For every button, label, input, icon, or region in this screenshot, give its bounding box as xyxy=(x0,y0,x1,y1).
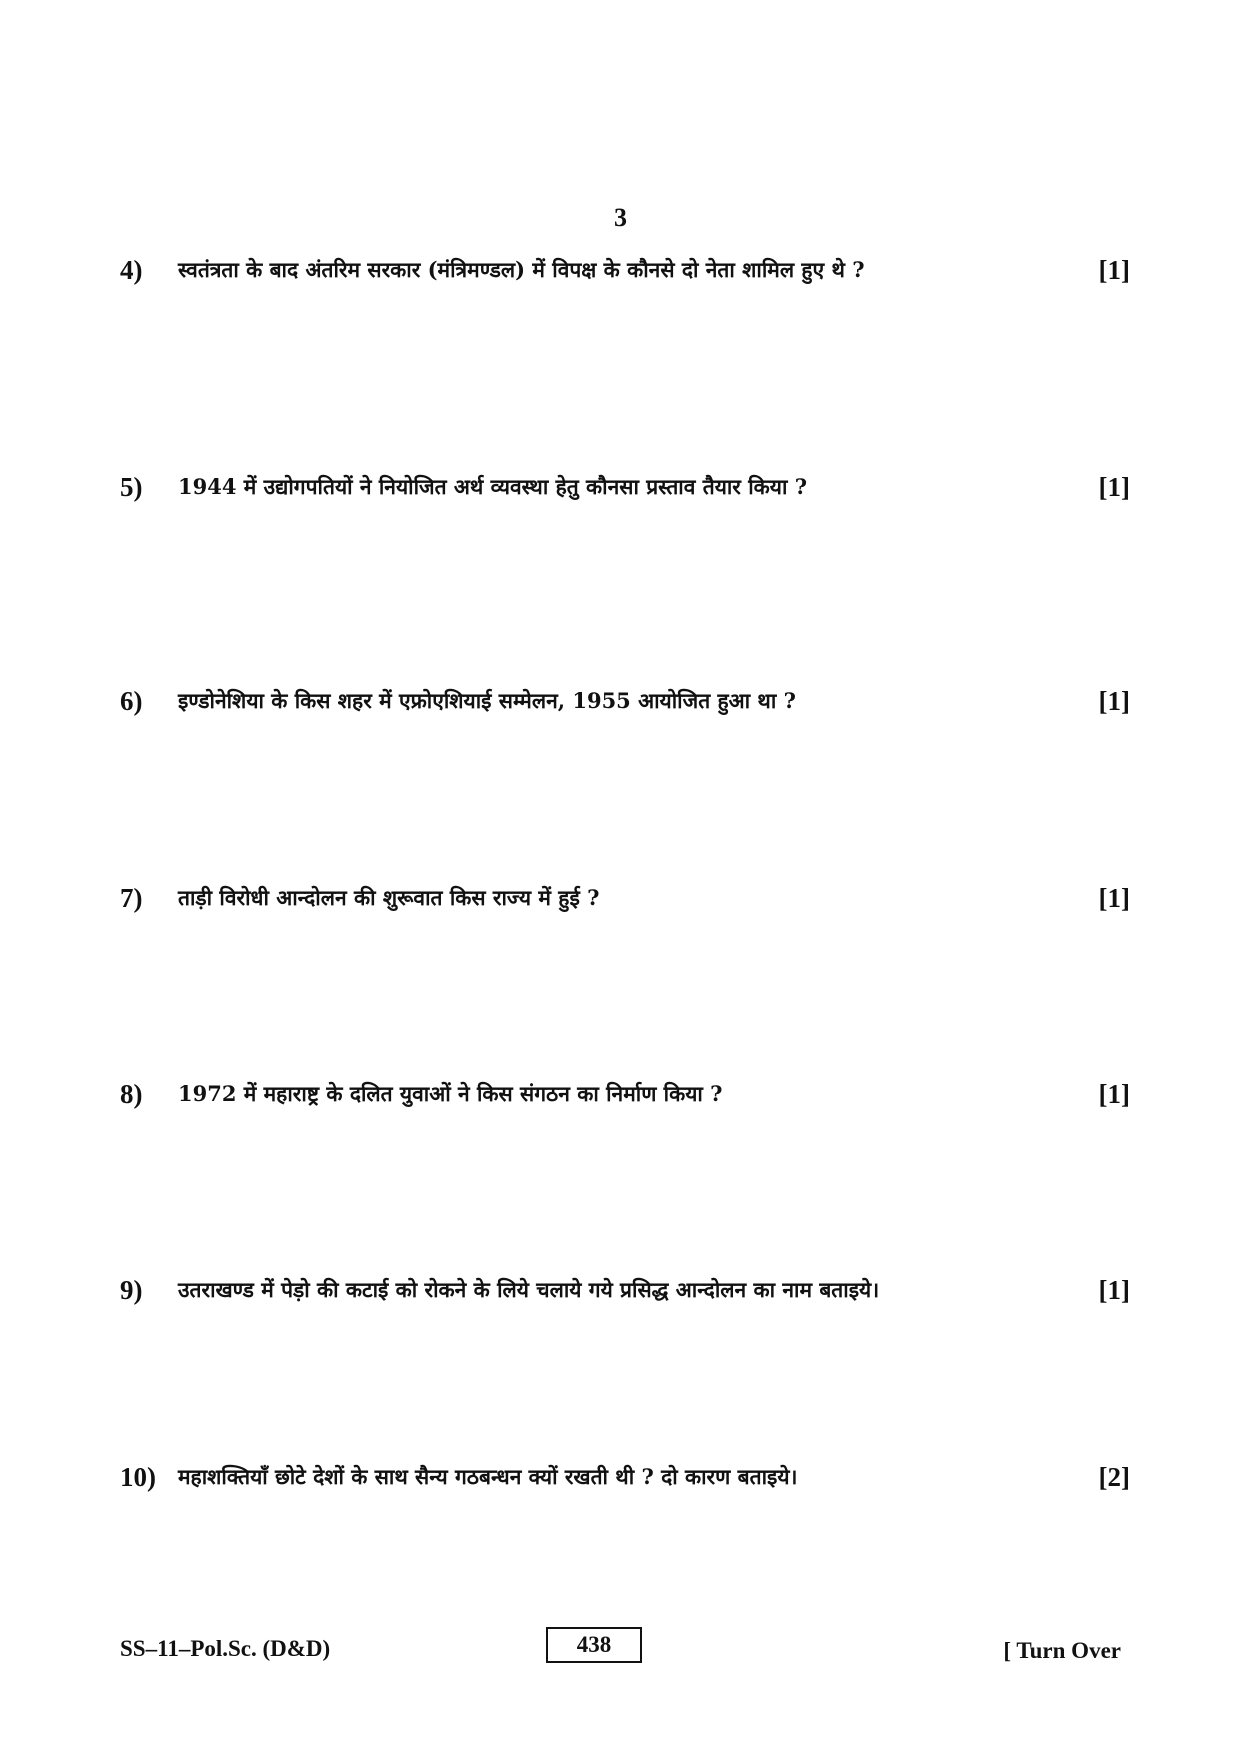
question-marks: [1] xyxy=(1098,1079,1130,1109)
question-number: 8) xyxy=(120,1079,143,1109)
question-marks: [1] xyxy=(1098,686,1130,716)
question-6 xyxy=(120,681,1130,721)
question-10 xyxy=(120,1457,1130,1497)
question-number: 10) xyxy=(120,1462,156,1492)
question-text: ताड़ी विरोधी आन्दोलन की शुरूवात किस राज्य में हुई ? xyxy=(178,885,600,910)
question-number: 6) xyxy=(120,686,143,716)
question-marks: [1] xyxy=(1098,255,1130,285)
question-text: स्वतंत्रता के बाद अंतरिम सरकार (मंत्रिमण्डल) में विपक्ष के कौनसे दो नेता शामिल हुए थे ? xyxy=(178,257,865,282)
question-text: उतराखण्ड में पेड़ो की कटाई को रोकने के लिये चलाये गये प्रसिद्ध आन्दोलन का नाम बताइये। xyxy=(178,1277,880,1302)
question-text: इण्डोनेशिया के किस शहर में एफ्रोएशियाई सम्मेलन, 1955 आयोजित हुआ था ? xyxy=(178,688,796,713)
question-text: 1972 में महाराष्ट्र के दलित युवाओं ने किस संगठन का निर्माण किया ? xyxy=(178,1081,723,1106)
question-text: 1944 में उद्योगपतियों ने नियोजित अर्थ व्यवस्था हेतु कौनसा प्रस्ताव तैयार किया ? xyxy=(178,474,808,499)
question-7 xyxy=(120,878,1130,918)
question-text: महाशक्तियाँ छोटे देशों के साथ सैन्य गठबन्धन क्यों रखती थी ? दो कारण बताइये। xyxy=(178,1464,798,1489)
question-9 xyxy=(120,1270,1130,1310)
question-4 xyxy=(120,250,1130,290)
paper-code: SS–11–Pol.Sc. (D&D) xyxy=(120,1636,331,1661)
question-number: 7) xyxy=(120,883,143,913)
question-marks: [1] xyxy=(1098,472,1130,502)
question-5 xyxy=(120,467,1130,507)
question-marks: [1] xyxy=(1098,1275,1130,1305)
question-8 xyxy=(120,1074,1130,1114)
page-number: 3 xyxy=(614,203,627,232)
question-number: 9) xyxy=(120,1275,143,1305)
question-marks: [2] xyxy=(1098,1462,1130,1492)
turn-over-label: [ Turn Over xyxy=(1003,1638,1121,1663)
question-number: 4) xyxy=(120,255,143,285)
question-number: 5) xyxy=(120,472,143,502)
page-box-number: 438 xyxy=(546,1627,642,1663)
question-marks: [1] xyxy=(1098,883,1130,913)
